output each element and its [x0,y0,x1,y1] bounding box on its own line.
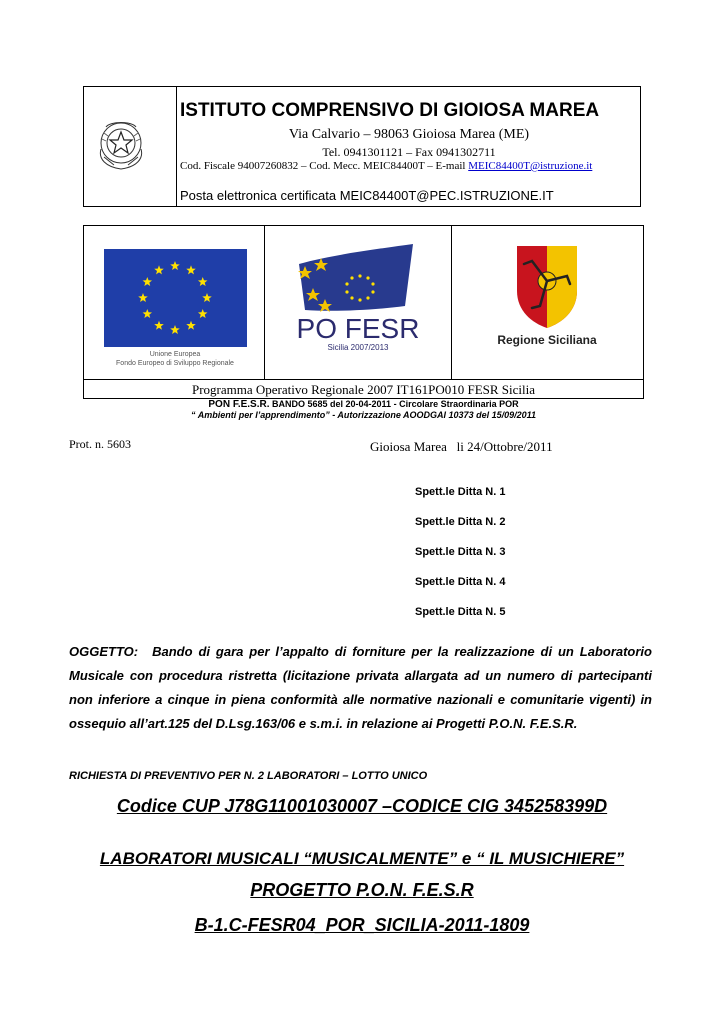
institute-name: ISTITUTO COMPRENSIVO DI GIOIOSA MAREA [180,100,600,121]
letterhead-box [83,86,641,207]
institute-codes [180,160,642,172]
programme-line: Programma Operativo Regionale 2007 IT161PO010 FESR Sicilia [84,379,643,399]
eu-caption-1: Unione Europea [149,351,201,358]
region-label: Regione Siciliana [497,333,597,347]
request-line: RICHIESTA DI PREVENTIVO PER N. 2 LABORATORI – LOTTO UNICO [69,770,428,782]
emblem-cell [84,87,177,206]
institute-address: Via Calvario – 98063 Gioiosa Marea (ME) [288,127,530,142]
eu-flag-logo [84,226,265,379]
logos-box [83,225,644,399]
subject-label: OGGETTO: [69,644,139,659]
bando-text: BANDO 5685 del 20-04-2011 - Circolare Straordinaria POR [269,399,519,409]
recipient-3: Spett.le Ditta N. 3 [415,546,506,558]
email-link[interactable]: MEIC84400T@istruzione.it [468,160,593,172]
subject-text: Bando di gara per l’appalto di forniture per la realizzazione di un Laboratorio Musicale con procedura ristretta (licitazione privata allargata ad un numero di partecipanti non inferiore a cinque in piena conformità alle normative nazionali e comunitarie vigenti) in ossequio all’art.125 del D.Lsg.163/06 e s.m.i. in relazione ai Progetti P.O.N. F.E.S.R. [69,644,652,731]
pofesr-text: PO FESR [296,313,420,344]
recipient-1: Spett.le Ditta N. 1 [415,486,506,498]
recipient-2: Spett.le Ditta N. 2 [415,516,506,528]
pofesr-logo-cell [265,226,452,379]
subject-paragraph [69,640,652,736]
project-title: PROGETTO P.O.N. F.E.S.R [250,880,474,900]
labs-title: LABORATORI MUSICALI “MUSICALMENTE” e “ IL MUSICHIERE” [99,849,625,868]
ambienti-line: “ Ambienti per l’apprendimento” - Autorizzazione AOODGAI 10373 del 15/09/2011 [191,410,536,420]
eu-logo-cell [84,226,265,379]
protocol-number: Prot. n. 5603 [69,437,132,451]
cup-cig-code: Codice CUP J78G11001030007 –CODICE CIG 345258399D [116,796,608,816]
italian-republic-emblem-icon [84,87,176,206]
codes-text: Cod. Fiscale 94007260832 – Cod. Mecc. MEIC84400T – E-mail [180,160,469,172]
pon-bando-line [83,399,644,410]
region-logo-cell [452,226,643,379]
regione-siciliana-logo [452,226,643,379]
institute-phone-fax: Tel. 0941301121 – Fax 0941302711 [322,145,496,159]
pec-address: Posta elettronica certificata MEIC84400T@PEC.ISTRUZIONE.IT [180,188,554,203]
eu-caption-2: Fondo Europeo di Sviluppo Regionale [116,360,234,367]
pofesr-logo [265,226,452,379]
place-date: Gioiosa Marea li 24/Ottobre/2011 [370,439,553,454]
institute-info [178,87,640,206]
project-code: B-1.C-FESR04_POR_SICILIA-2011-1809 [194,915,530,935]
pon-fesr-label: PON F.E.S.R. [208,399,270,410]
recipient-5: Spett.le Ditta N. 5 [415,606,506,618]
pofesr-subtitle: Sicilia 2007/2013 [327,343,389,352]
recipient-4: Spett.le Ditta N. 4 [415,576,506,588]
